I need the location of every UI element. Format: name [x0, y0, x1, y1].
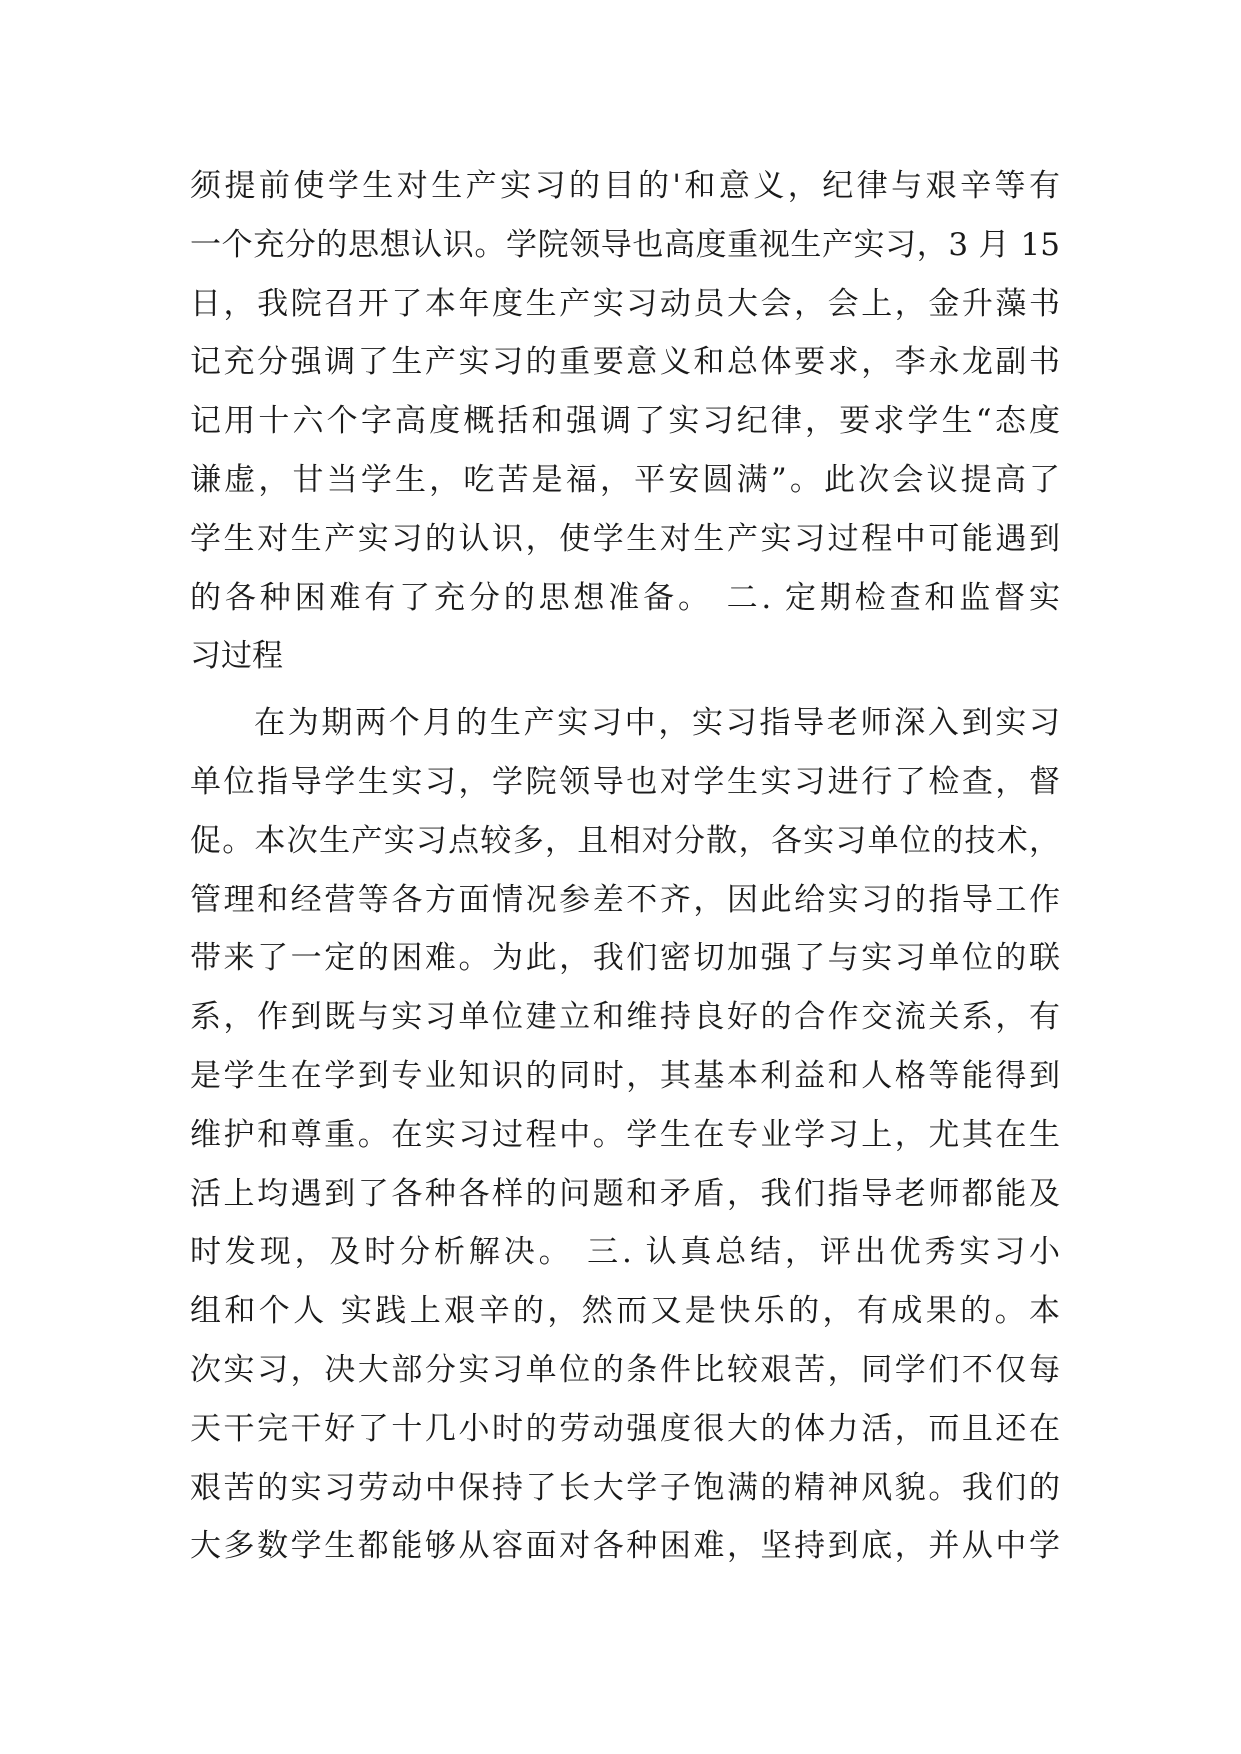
paragraph-line: 时发现，及时分析解决。 三. 认真总结，评出优秀实习小: [190, 1234, 1060, 1271]
paragraph-1: [190, 157, 1060, 686]
paragraph-spacer: [190, 686, 1060, 694]
paragraph-line: 习过程: [190, 638, 283, 675]
paragraph-line: 大多数学生都能够从容面对各种困难，坚持到底，并从中学: [190, 1528, 1060, 1565]
paragraph-line: 是学生在学到专业知识的同时，其基本利益和人格等能得到: [190, 1057, 1060, 1094]
paragraph-line: 系，作到既与实习单位建立和维持良好的合作交流关系，有: [190, 999, 1060, 1036]
paragraph-line: 带来了一定的困难。为此，我们密切加强了与实习单位的联: [190, 940, 1060, 977]
paragraph-line: 活上均遇到了各种各样的问题和矛盾，我们指导老师都能及: [190, 1175, 1060, 1212]
paragraph-line: 单位指导学生实习，学院领导也对学生实习进行了检查，督: [190, 763, 1060, 800]
paragraph-line: 艰苦的实习劳动中保持了长大学子饱满的精神风貌。我们的: [190, 1469, 1060, 1506]
paragraph-line: 次实习，决大部分实习单位的条件比较艰苦，同学们不仅每: [190, 1351, 1060, 1388]
paragraph-line: 维护和尊重。在实习过程中。学生在专业学习上，尤其在生: [190, 1116, 1060, 1153]
paragraph-line: 天干完干好了十几小时的劳动强度很大的体力活，而且还在: [190, 1410, 1060, 1447]
paragraph-line: 日，我院召开了本年度生产实习动员大会，会上，金升藻书: [190, 285, 1060, 322]
paragraph-line: 须提前使学生对生产实习的目的'和意义，纪律与艰辛等有: [190, 168, 1060, 204]
paragraph-line: 记用十六个字高度概括和强调了实习纪律，要求学生“态度: [190, 403, 1060, 440]
document-body: [190, 157, 1060, 1576]
paragraph-line: 的各种困难有了充分的思想准备。 二. 定期检查和监督实: [190, 579, 1060, 616]
paragraph-line: 谦虚，甘当学生，吃苦是福，平安圆满”。此次会议提高了: [190, 461, 1060, 498]
paragraph-line: 在为期两个月的生产实习中，实习指导老师深入到实习: [254, 705, 1060, 742]
paragraph-2: [190, 694, 1060, 1576]
paragraph-line: 学生对生产实习的认识，使学生对生产实习过程中可能遇到: [190, 520, 1060, 557]
paragraph-line: 一个充分的思想认识。学院领导也高度重视生产实习，3 月 15: [190, 226, 1060, 263]
paragraph-line: 管理和经营等各方面情况参差不齐，因此给实习的指导工作: [190, 881, 1060, 918]
paragraph-line: 促。本次生产实习点较多，且相对分散，各实习单位的技术，: [190, 822, 1060, 859]
paragraph-line: 记充分强调了生产实习的重要意义和总体要求，李永龙副书: [190, 344, 1060, 381]
paragraph-line: 组和个人 实践上艰辛的，然而又是快乐的，有成果的。本: [190, 1293, 1060, 1330]
